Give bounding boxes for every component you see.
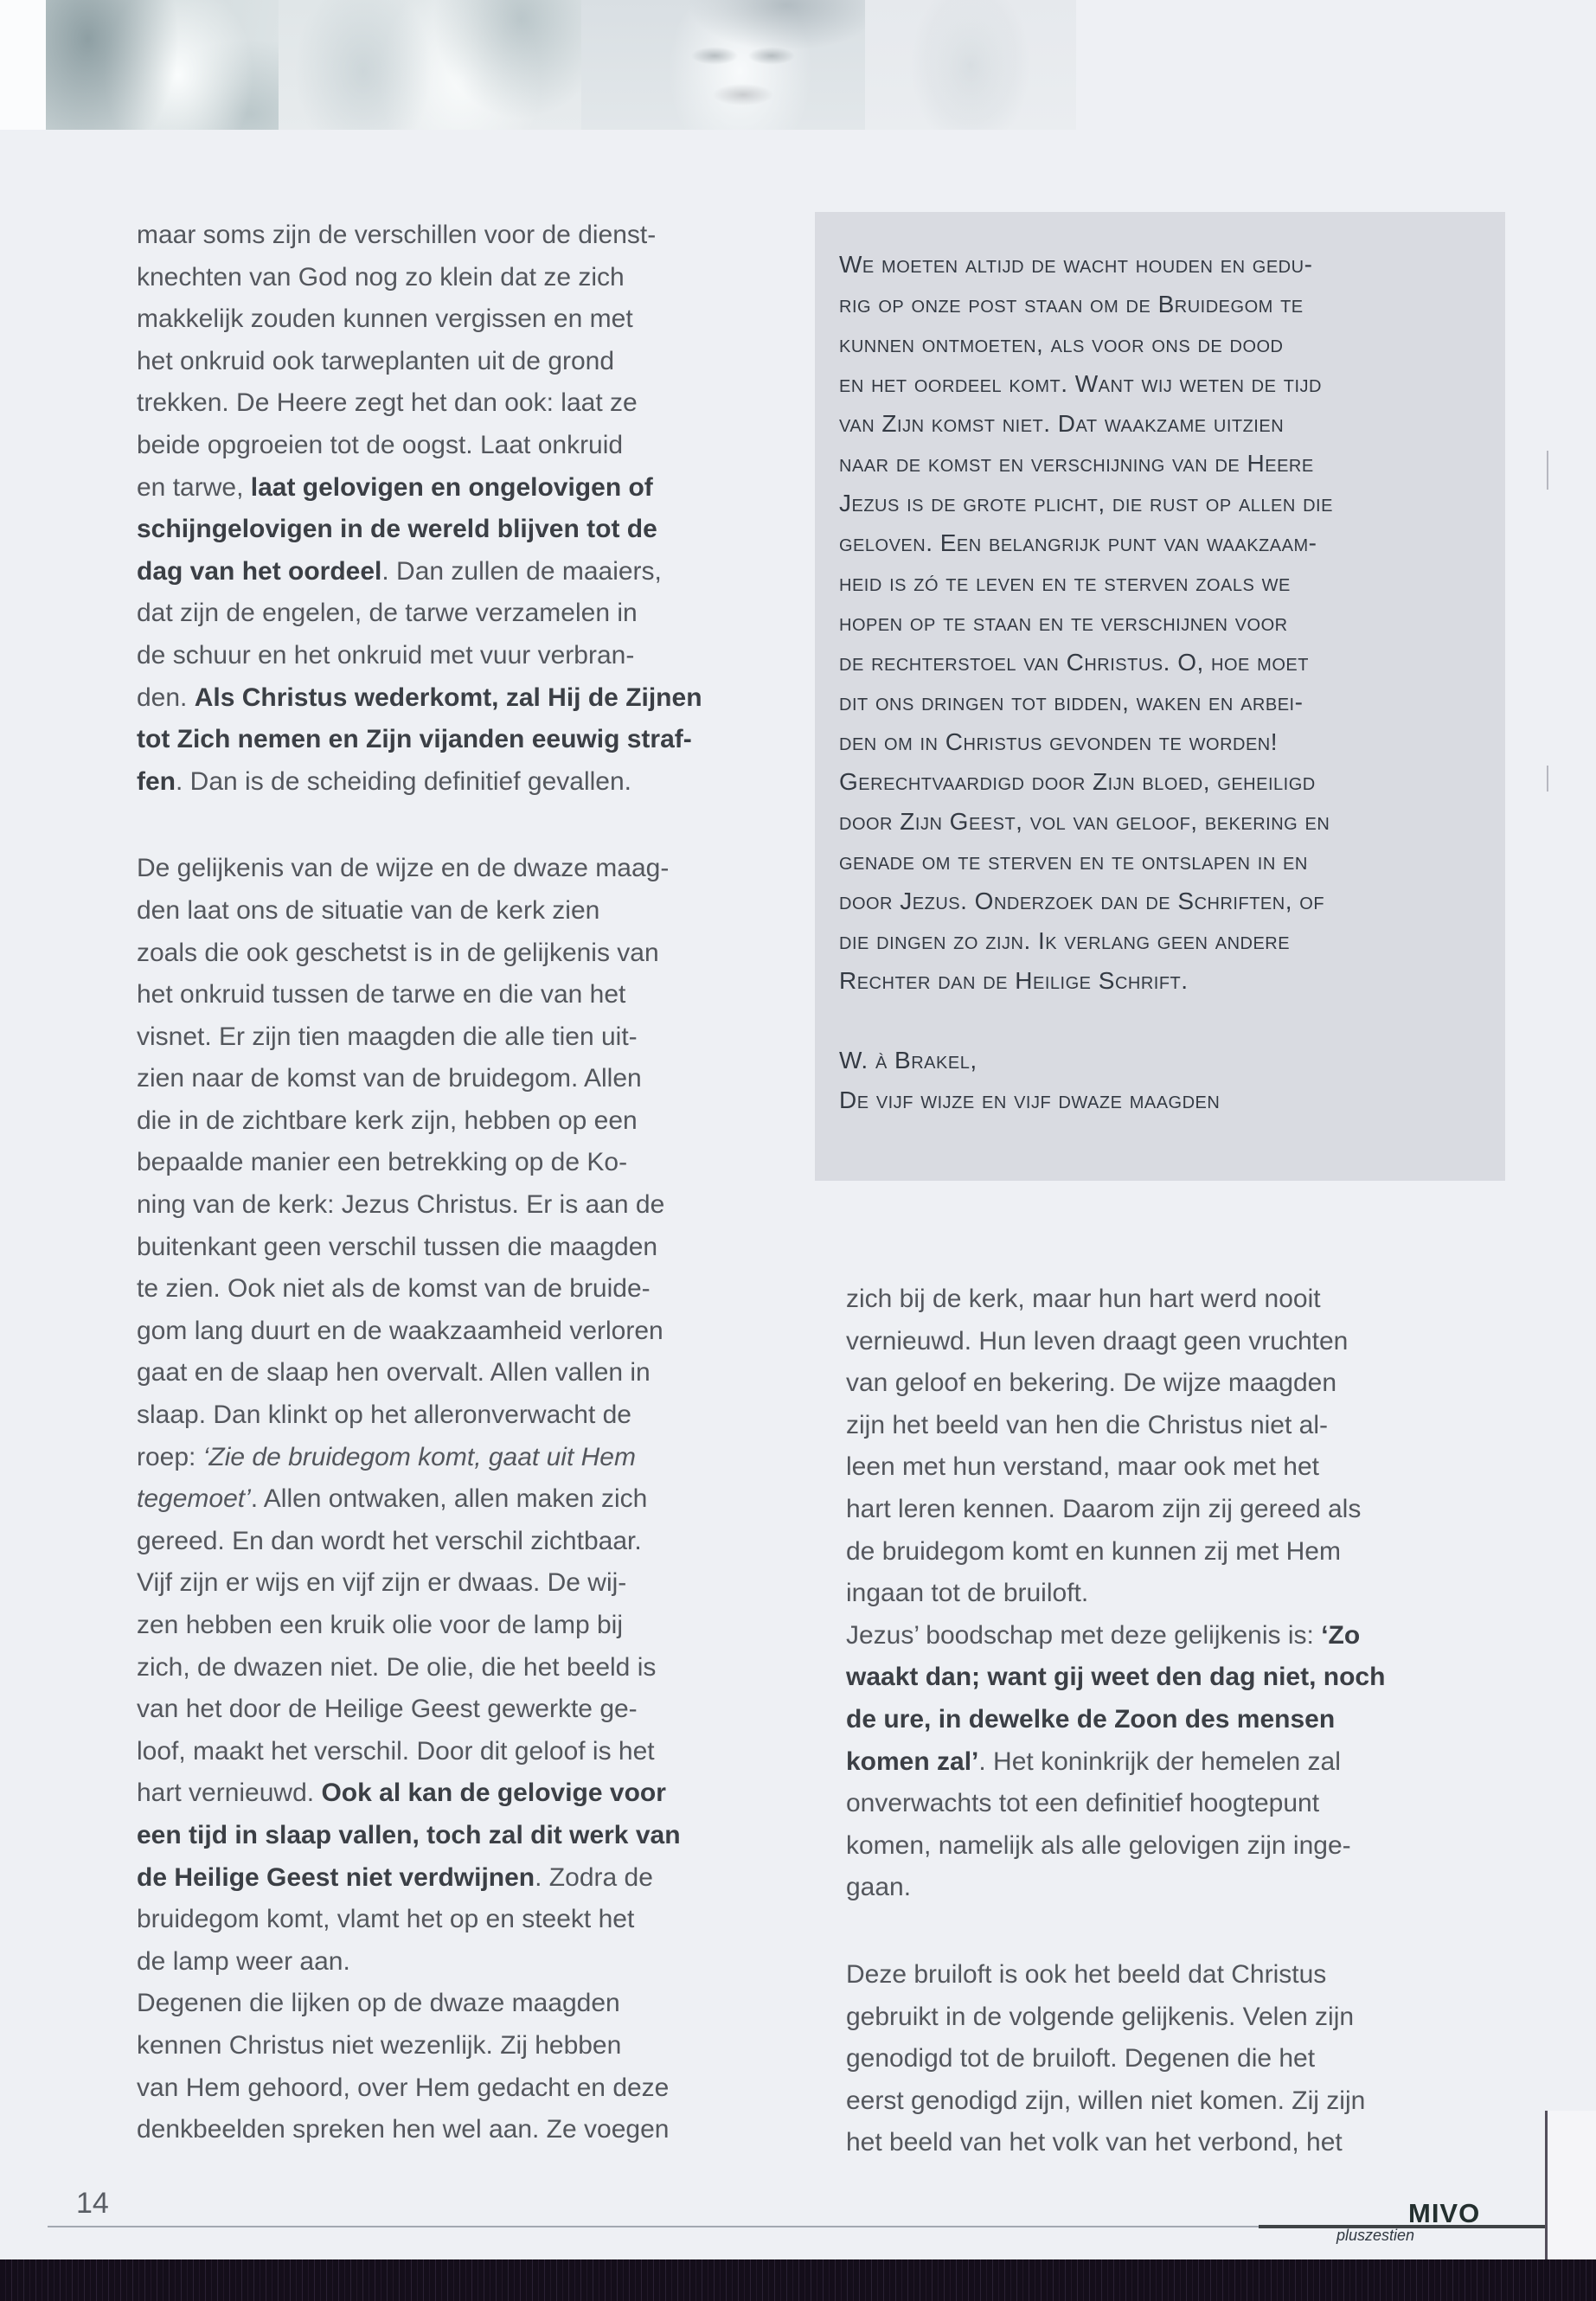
text-line: gebruikt in de volgende gelijkenis. Velen zijn — [846, 2002, 1355, 2031]
text-line: Rechter dan de Heilige Schrift. — [839, 967, 1189, 994]
text-line: de schuur en het onkruid met vuur verbran- — [137, 640, 635, 670]
scan-right-margin — [1548, 2111, 1596, 2261]
text-line: gom lang duurt en de waakzaamheid verloren — [137, 1316, 663, 1345]
text-line: de ure, in dewelke de Zoon des mensen — [846, 1704, 1336, 1734]
text-line: schijngelovigen in de wereld blijven tot de — [137, 515, 657, 544]
scan-page-edge-line — [1545, 2111, 1548, 2261]
text-line: genade om te sterven en te ontslapen in en — [839, 848, 1308, 875]
text-line: zich, de dwazen niet. De olie, die het beeld is — [137, 1652, 657, 1682]
text-line: bruidegom komt, vlamt het op en steekt het — [137, 1905, 635, 1934]
text-line: makkelijk zouden kunnen vergissen en met — [137, 304, 633, 334]
text-line: vernieuwd. Hun leven draagt geen vruchten — [846, 1326, 1349, 1356]
photo-two-profiles — [279, 0, 581, 130]
text-line: den. Als Christus wederkomt, zal Hij de Zijnen — [137, 683, 702, 712]
text-line: visnet. Er zijn tien maagden die alle tien uit- — [137, 1022, 638, 1051]
right-text-column — [846, 1279, 1495, 2164]
quote-box — [815, 212, 1505, 1181]
photo-woman-smiling — [46, 0, 279, 130]
text-line: fen. Dan is de scheiding definitief gevallen. — [137, 766, 631, 796]
paragraph — [846, 1954, 1495, 2164]
text-line: gaan. — [846, 1873, 912, 1902]
text-line: zich bij de kerk, maar hun hart werd nooit — [846, 1285, 1321, 1313]
text-line: komen, namelijk als alle gelovigen zijn inge- — [846, 1830, 1351, 1860]
text-line: en het oordeel komt. Want wij weten de tijd — [839, 370, 1322, 397]
text-line: heid is zó te leven en te sterven zoals we — [839, 569, 1291, 596]
text-line: ingaan tot de bruiloft. — [846, 1579, 1089, 1608]
text-line: geloven. Een belangrijk punt van waakzaam- — [839, 529, 1317, 556]
page-number: 14 — [76, 2187, 109, 2220]
text-line: hart leren kennen. Daarom zijn zij gereed als — [846, 1494, 1362, 1523]
text-line: beide opgroeien tot de oogst. Laat onkruid — [137, 430, 624, 459]
text-line: ning van de kerk: Jezus Christus. Er is aan de — [137, 1190, 665, 1220]
text-line: van Hem gehoord, over Hem gedacht en deze — [137, 2073, 670, 2102]
text-line: eerst genodigd zijn, willen niet komen. Zij zijn — [846, 2086, 1366, 2115]
text-line: trekken. De Heere zegt het dan ook: laat ze — [137, 388, 638, 418]
page-left-margin — [0, 0, 46, 130]
text-line: Jezus’ boodschap met deze gelijkenis is: ‘Zo — [846, 1620, 1361, 1650]
text-line: hart vernieuwd. Ook al kan de gelovige voor — [137, 1779, 666, 1808]
text-line: zien naar de komst van de bruidegom. Allen — [137, 1064, 642, 1093]
text-line: onverwachts tot een definitief hoogtepunt — [846, 1789, 1320, 1818]
scan-margin-mark — [1547, 766, 1548, 792]
scan-margin-mark — [1547, 451, 1548, 490]
text-line: leen met hun verstand, maar ook met het — [846, 1452, 1319, 1482]
text-line: door Zijn Geest, vol van geloof, bekering en — [839, 808, 1330, 835]
text-line: knechten van God nog zo klein dat ze zich — [137, 262, 625, 292]
text-line: het onkruid ook tarweplanten uit de grond — [137, 346, 615, 375]
text-line: een tijd in slaap vallen, toch zal dit werk van — [137, 1820, 681, 1849]
text-line: roep: ‘Zie de bruidegom komt, gaat uit Hem — [137, 1442, 636, 1471]
text-line: De vijf wijze en vijf dwaze maagden — [839, 1086, 1221, 1113]
text-line: Jezus is de grote plicht, die rust op allen die — [839, 490, 1333, 516]
text-line: de lamp weer aan. — [137, 1946, 350, 1976]
text-line: die dingen zo zijn. Ik verlang geen andere — [839, 927, 1291, 954]
text-line: gereed. En dan wordt het verschil zichtbaar. — [137, 1526, 642, 1555]
text-line: tegemoet’. Allen ontwaken, allen maken zich — [137, 1484, 648, 1514]
text-line: Degenen die lijken op de dwaze maagden — [137, 1989, 620, 2018]
text-line: slaap. Dan klinkt op het alleronverwacht de — [137, 1400, 631, 1430]
text-line: van Zijn komst niet. Dat waakzame uitzien — [839, 410, 1285, 437]
text-line: W. à Brakel, — [839, 1047, 977, 1074]
brand-logo: MIVO — [1408, 2198, 1481, 2228]
text-line: komen zal’. Het koninkrijk der hemelen zal — [846, 1747, 1341, 1776]
quote-author — [839, 1041, 1505, 1120]
text-line: De gelijkenis van de wijze en de dwaze maag- — [137, 854, 670, 883]
text-line: tot Zich nemen en Zijn vijanden eeuwig straf- — [137, 725, 692, 754]
text-line: te zien. Ook niet als de komst van de bruide- — [137, 1274, 651, 1304]
text-line: door Jezus. Onderzoek dan de Schriften, of — [839, 888, 1325, 914]
text-line: rig op onze post staan om de Bruidegom te — [839, 291, 1304, 317]
text-line: Vijf zijn er wijs en vijf zijn er dwaas. De wij- — [137, 1568, 627, 1598]
paragraph — [846, 1279, 1495, 1909]
text-line: zijn het beeld van hen die Christus niet al- — [846, 1410, 1328, 1439]
scan-bottom-band — [0, 2259, 1596, 2301]
text-line: het onkruid tussen de tarwe en die van het — [137, 980, 626, 1009]
text-line: de rechterstoel van Christus. O, hoe moet — [839, 649, 1309, 676]
text-line: zoals die ook geschetst is in de gelijkenis van — [137, 938, 659, 967]
text-line: de bruidegom komt en kunnen zij met Hem — [846, 1536, 1341, 1566]
text-line: dit ons dringen tot bidden, waken en arbei- — [839, 689, 1304, 715]
text-line: waakt dan; want gij weet den dag niet, noch — [846, 1663, 1386, 1692]
text-line: van geloof en bekering. De wijze maagden — [846, 1368, 1337, 1398]
paragraph — [137, 215, 777, 803]
text-line: zen hebben een kruik olie voor de lamp bij — [137, 1611, 624, 1639]
photo-faint-face — [865, 0, 1076, 130]
text-line: loof, maakt het verschil. Door dit geloof is het — [137, 1736, 655, 1766]
brand-logo-sub: pluszestien — [1336, 2227, 1415, 2244]
text-line: van het door de Heilige Geest gewerkte ge- — [137, 1695, 638, 1724]
paragraph — [137, 848, 777, 2150]
text-line: We moeten altijd de wacht houden en gedu- — [839, 251, 1313, 278]
text-line: dat zijn de engelen, de tarwe verzamelen in — [137, 599, 638, 628]
text-line: bepaalde manier een betrekking op de Ko- — [137, 1148, 628, 1177]
text-line: hopen op te staan en te verschijnen voor — [839, 609, 1288, 636]
text-line: en tarwe, laat gelovigen en ongelovigen of — [137, 472, 653, 502]
text-line: die in de zichtbare kerk zijn, hebben op een — [137, 1106, 638, 1135]
text-line: genodigd tot de bruiloft. Degenen die het — [846, 2044, 1316, 2073]
text-line: de Heilige Geest niet verdwijnen. Zodra de — [137, 1862, 653, 1892]
photo-young-man — [581, 0, 865, 130]
text-line: den om in Christus gevonden te worden! — [839, 728, 1279, 755]
text-line: kunnen ontmoeten, als voor ons de dood — [839, 330, 1284, 357]
quote-box-text — [839, 245, 1505, 1001]
text-line: dag van het oordeel. Dan zullen de maaiers, — [137, 556, 662, 586]
text-line: den laat ons de situatie van de kerk zien — [137, 895, 600, 925]
text-line: maar soms zijn de verschillen voor de dienst- — [137, 221, 657, 249]
text-line: kennen Christus niet wezenlijk. Zij hebben — [137, 2030, 622, 2060]
text-line: naar de komst en verschijning van de Heere — [839, 450, 1314, 477]
text-line: gaat en de slaap hen overvalt. Allen vallen in — [137, 1358, 651, 1388]
left-text-column — [137, 215, 777, 2151]
footer-rule — [48, 2226, 1259, 2227]
text-line: denkbeelden spreken hen wel aan. Ze voegen — [137, 2115, 670, 2144]
text-line: Deze bruiloft is ook het beeld dat Christus — [846, 1959, 1327, 1989]
text-line: Gerechtvaardigd door Zijn bloed, geheiligd — [839, 768, 1316, 795]
text-line: buitenkant geen verschil tussen die maagden — [137, 1232, 658, 1261]
text-line: het beeld van het volk van het verbond, het — [846, 2128, 1343, 2157]
